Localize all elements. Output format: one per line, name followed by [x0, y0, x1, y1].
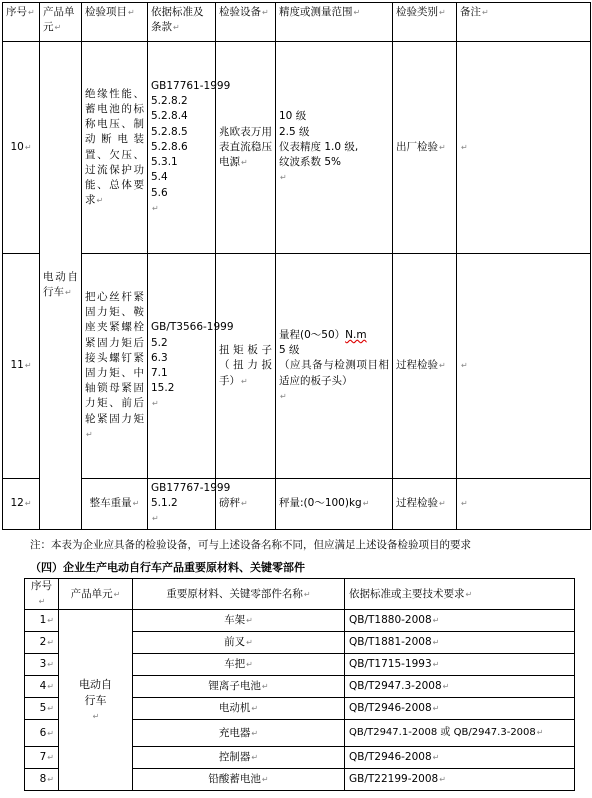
paragraph-mark: ↵ — [439, 499, 446, 509]
paragraph-mark: ↵ — [303, 589, 311, 599]
header-unit: 产品单元↵ — [59, 579, 133, 610]
table-note: 注：本表为企业应具备的检验设备，可与上述设备名称不同，但应满足上述设备检验项目的要求 — [30, 539, 471, 551]
row-no: 7↵ — [25, 747, 59, 769]
paragraph-mark: ↵ — [442, 682, 450, 692]
row-no: 1↵ — [25, 610, 59, 632]
paragraph-mark: ↵ — [24, 499, 32, 509]
paragraph-mark: ↵ — [362, 499, 370, 509]
paragraph-mark: ↵ — [47, 616, 54, 626]
table-row — [3, 42, 591, 254]
paragraph-mark: ↵ — [262, 8, 269, 17]
paragraph-mark: ↵ — [47, 704, 54, 714]
component-standard: QB/T1881-2008↵ — [345, 632, 575, 654]
paragraph-mark: ↵ — [251, 704, 259, 714]
paragraph-mark: ↵ — [132, 499, 140, 509]
inspection-equipment: 兆欧表万用表直流稳压电源↵ — [216, 42, 276, 254]
header-material: 重要原材料、关键零部件名称↵ — [133, 579, 345, 610]
header-standard: 依据标准及条款↵ — [148, 3, 216, 42]
paragraph-mark: ↵ — [113, 589, 121, 599]
header-standard: 依据标准或主要技术要求↵ — [345, 579, 575, 610]
inspection-item: 绝缘性能、蓄电池的标称电压、制动断电装置、欠压、过流保护功能、总体要求↵ — [82, 42, 148, 254]
paragraph-mark: ↵ — [47, 660, 54, 670]
header-category: 检验类别↵ — [393, 3, 457, 42]
paragraph-mark: ↵ — [465, 589, 473, 599]
paragraph-mark: ↵ — [38, 597, 46, 607]
remark — [457, 479, 591, 530]
paragraph-mark: ↵ — [439, 775, 446, 785]
paragraph-mark: ↵ — [54, 23, 62, 33]
paragraph-mark: ↵ — [439, 361, 446, 371]
row-no: 8↵ — [25, 769, 59, 791]
paragraph-mark: ↵ — [86, 429, 93, 439]
paragraph-mark: ↵ — [47, 728, 54, 738]
paragraph-mark: ↵ — [261, 775, 269, 785]
paragraph-mark: ↵ — [536, 728, 544, 738]
paragraph-mark: ↵ — [261, 682, 269, 692]
row-no: 4↵ — [25, 676, 59, 698]
component-name: 充电器↵ — [133, 720, 345, 747]
table-row — [3, 479, 591, 530]
header-remark: 备注↵ — [457, 3, 591, 42]
component-standard: QB/T2946-2008↵ — [345, 747, 575, 769]
header-item: 检验项目↵ — [82, 3, 148, 42]
row-no: 6↵ — [25, 720, 59, 747]
component-standard: QB/T1715-1993↵ — [345, 654, 575, 676]
paragraph-mark: ↵ — [432, 660, 440, 670]
component-name: 车把↵ — [133, 654, 345, 676]
paragraph-mark: ↵ — [152, 203, 159, 213]
row-no: 2↵ — [25, 632, 59, 654]
precision-range: 量程(0～50）N.m 5 级 （应具备与检测项目相适应的板子头） ↵ — [276, 254, 393, 479]
row-no: 11↵ — [3, 254, 40, 479]
component-standard: QB/T2947.3-2008↵ — [345, 676, 575, 698]
component-name: 控制器↵ — [133, 747, 345, 769]
header-unit: 产品单元↵ — [40, 3, 82, 42]
paragraph-mark: ↵ — [96, 196, 104, 206]
row-no: 5↵ — [25, 698, 59, 720]
header-no: 序号↵ — [25, 579, 59, 610]
component-standard: GB/T22199-2008↵ — [345, 769, 575, 791]
paragraph-mark: ↵ — [28, 8, 35, 17]
remark — [457, 254, 591, 479]
paragraph-mark: ↵ — [128, 8, 135, 17]
paragraph-mark: ↵ — [246, 616, 253, 626]
paragraph-mark: ↵ — [241, 499, 248, 509]
standard-clauses: GB17761-1999 5.2.8.2 5.2.8.4 5.2.8.5 5.2.8.6 5.3.1 5.4 5.6 ↵ — [148, 42, 216, 254]
paragraph-mark: ↵ — [152, 514, 159, 524]
paragraph-mark: ↵ — [439, 142, 446, 152]
paragraph-mark: ↵ — [280, 173, 287, 183]
inspection-category: 过程检验↵ — [393, 479, 457, 530]
table-header-row — [25, 579, 575, 610]
paragraph-mark: ↵ — [241, 158, 248, 168]
paragraph-mark: ↵ — [173, 23, 180, 33]
paragraph-mark: ↵ — [47, 753, 54, 763]
paragraph-mark: ↵ — [246, 660, 253, 670]
paragraph-mark: ↵ — [92, 711, 100, 721]
inspection-item: 把心丝杆紧固力矩、鞍座夹紧螺栓紧固力矩后接头螺钉紧固力矩、中轴锁母紧固力矩、前后轮紧固力矩↵ — [82, 254, 148, 479]
paragraph-mark: ↵ — [47, 638, 54, 648]
component-standard: QB/T2946-2008↵ — [345, 698, 575, 720]
table-header-row — [3, 3, 591, 42]
paragraph-mark: ↵ — [241, 376, 248, 386]
component-name: 车架↵ — [133, 610, 345, 632]
paragraph-mark: ↵ — [280, 391, 287, 401]
standard-clauses: GB17767-1999 5.1.2 ↵ — [148, 479, 216, 530]
paragraph-mark: ↵ — [152, 399, 159, 409]
section-title: （四）企业生产电动自行车产品重要原材料、关键零部件 — [30, 561, 305, 574]
component-name: 铅酸蓄电池↵ — [133, 769, 345, 791]
table-row — [25, 610, 575, 632]
standard-clauses: GB/T3566-1999 5.2 6.3 7.1 15.2 ↵ — [148, 254, 216, 479]
paragraph-mark: ↵ — [47, 682, 54, 692]
remark — [457, 42, 591, 254]
paragraph-mark: ↵ — [353, 8, 361, 17]
row-no: 12↵ — [3, 479, 40, 530]
paragraph-mark: ↵ — [461, 499, 468, 509]
component-standard: QB/T2947.1-2008 或 QB/2947.3-2008↵ — [345, 720, 575, 747]
paragraph-mark: ↵ — [432, 704, 440, 714]
paragraph-mark: ↵ — [461, 361, 468, 371]
paragraph-mark: ↵ — [251, 753, 259, 763]
header-equipment: 检验设备↵ — [216, 3, 276, 42]
component-standard: QB/T1880-2008↵ — [345, 610, 575, 632]
paragraph-mark: ↵ — [432, 753, 440, 763]
paragraph-mark: ↵ — [432, 638, 440, 648]
table-row — [3, 254, 591, 479]
inspection-item: 整车重量↵ — [82, 479, 148, 530]
paragraph-mark: ↵ — [251, 728, 259, 738]
paragraph-mark: ↵ — [461, 142, 468, 152]
key-components-table — [24, 578, 575, 791]
row-no: 3↵ — [25, 654, 59, 676]
component-name: 锂离子电池↵ — [133, 676, 345, 698]
header-precision: 精度或测量范围↵ — [276, 3, 393, 42]
inspection-equipment-table — [2, 2, 591, 530]
paragraph-mark: ↵ — [482, 8, 489, 17]
paragraph-mark: ↵ — [47, 775, 54, 785]
paragraph-mark: ↵ — [65, 288, 72, 298]
component-name: 电动机↵ — [133, 698, 345, 720]
paragraph-mark: ↵ — [246, 638, 253, 648]
inspection-equipment: 磅秤↵ — [216, 479, 276, 530]
paragraph-mark: ↵ — [439, 8, 446, 17]
inspection-equipment: 扭矩板子（扭力扳手）↵ — [216, 254, 276, 479]
inspection-category: 出厂检验↵ — [393, 42, 457, 254]
precision-range: 10 级 2.5 级 仪表精度 1.0 级, 纹波系数 5% ↵ — [276, 42, 393, 254]
precision-range: 秤量:(0～100)kg↵ — [276, 479, 393, 530]
product-unit-cell: 电动自行车 ↵ — [59, 610, 133, 791]
product-unit-cell: 电动自行车↵ — [40, 42, 82, 530]
paragraph-mark: ↵ — [24, 142, 32, 152]
row-no: 10↵ — [3, 42, 40, 254]
inspection-category: 过程检验↵ — [393, 254, 457, 479]
paragraph-mark: ↵ — [24, 361, 32, 371]
header-no: 序号↵ — [3, 3, 40, 42]
paragraph-mark: ↵ — [432, 616, 440, 626]
component-name: 前叉↵ — [133, 632, 345, 654]
